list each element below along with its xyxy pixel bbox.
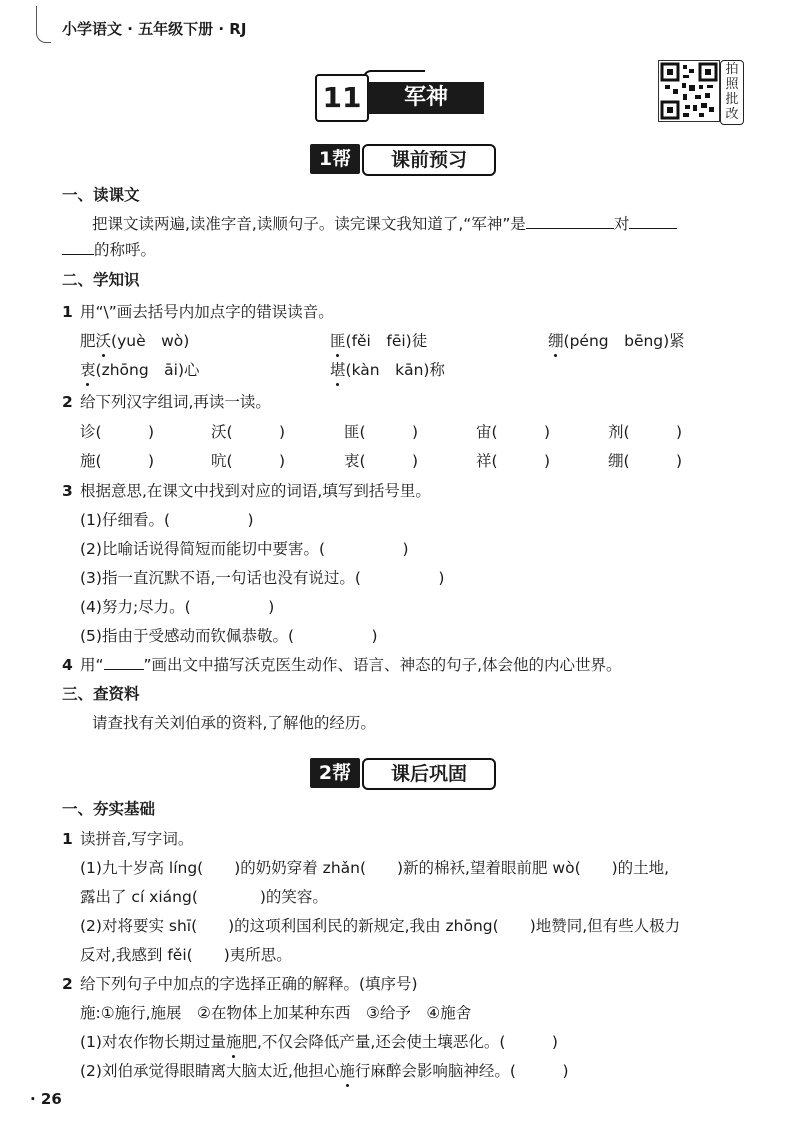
q3-item: (1)仔细看。( ): [80, 511, 254, 529]
s2-q1-number: 1: [62, 830, 73, 848]
q2-cell: 沃( ): [211, 423, 286, 441]
q4-number: 4: [62, 656, 73, 674]
lesson-title: 军神: [368, 82, 484, 114]
q2-cell: 衷( ): [344, 452, 419, 470]
q2-cell: 诊( ): [80, 423, 155, 441]
q3-item: (3)指一直沉默不语,一句话也没有说过。( ): [80, 569, 445, 587]
q3-item: (2)比喻话说得简短而能切中要害。( ): [80, 540, 409, 558]
q2-cell: 祥( ): [476, 452, 551, 470]
q1-text: 用“\”画去括号内加点字的错误读音。: [80, 303, 334, 321]
q2-number: 2: [62, 393, 73, 411]
book-header: 小学语文 · 五年级下册 · RJ: [62, 20, 247, 38]
section1-number: 1帮: [310, 144, 360, 174]
lesson-number: 11: [315, 74, 369, 122]
corner-mark: [36, 6, 51, 43]
s2-q2-options: 施:①施行,施展 ②在物体上加某种东西 ③给予 ④施舍: [80, 1004, 472, 1022]
q2-cell: 匪( ): [344, 423, 419, 441]
q2-cell: 宙( ): [476, 423, 551, 441]
q3-number: 3: [62, 482, 73, 500]
q1-item-a: 肥沃(yuè wò): [80, 332, 190, 350]
q2-cell: 绷( ): [608, 452, 683, 470]
part3-heading: 三、查资料: [62, 685, 140, 703]
q1-item-e: 堪(kàn kān)称: [330, 361, 445, 379]
s2-q2-sentence1: (1)对农作物长期过量施肥,不仅会降低产量,还会使土壤恶化。( ): [80, 1033, 558, 1051]
section2-title: 课后巩固: [362, 758, 496, 790]
qr-code-icon[interactable]: [658, 60, 720, 122]
s2-q1-line3: (2)对将要实 shī( )的这项利国利民的新规定,我由 zhōng( )地赞同,但有些人极力: [80, 917, 681, 935]
part2-heading: 二、学知识: [62, 271, 140, 289]
s2-q2-sentence2: (2)刘伯承觉得眼睛离大脑太近,他担心施行麻醉会影响脑神经。( ): [80, 1062, 569, 1080]
s2-q2-text: 给下列句子中加点的字选择正确的解释。(填序号): [80, 975, 418, 993]
q1-item-d: 衷(zhōng āi)心: [80, 361, 200, 379]
q3-item: (4)努力;尽力。( ): [80, 598, 275, 616]
part1-line2: 的称呼。: [62, 240, 156, 260]
s2-q1-line4: 反对,我感到 fěi( )夷所思。: [80, 946, 292, 964]
q2-cell: 施( ): [80, 452, 155, 470]
q1-number: 1: [62, 303, 73, 321]
s2-q2-number: 2: [62, 975, 73, 993]
section2-part1-heading: 一、夯实基础: [62, 800, 156, 818]
q3-text: 根据意思,在课文中找到对应的词语,填写到括号里。: [80, 482, 431, 500]
q1-item-c: 绷(péng bēng)紧: [548, 332, 685, 350]
section1-title: 课前预习: [362, 144, 496, 176]
q1-item-b: 匪(fěi fēi)徒: [330, 332, 428, 350]
photo-grading-label: 拍 照 批 改: [720, 60, 744, 125]
section2-number: 2帮: [310, 758, 360, 788]
q2-text: 给下列汉字组词,再读一读。: [80, 393, 271, 411]
page-number: · 26: [30, 1090, 62, 1108]
q4-text: 用“ ”画出文中描写沃克医生动作、语言、神态的句子,体会他的内心世界。: [80, 656, 622, 674]
part3-text: 请查找有关刘伯承的资料,了解他的经历。: [92, 714, 376, 732]
s2-q1-line1: (1)九十岁高 líng( )的奶奶穿着 zhǎn( )新的棉袄,望着眼前肥 wò( )的土地,: [80, 859, 670, 877]
part1-heading: 一、读课文: [62, 186, 140, 204]
part1-line1: 把课文读两遍,读准字音,读顺句子。读完课文我知道了,“军神”是 对: [92, 214, 677, 234]
q2-cell: 剂( ): [608, 423, 683, 441]
q2-cell: 吭( ): [211, 452, 286, 470]
s2-q1-text: 读拼音,写字词。: [80, 830, 194, 848]
s2-q1-line2: 露出了 cí xiáng( )的笑容。: [80, 888, 328, 906]
q3-item: (5)指由于受感动而钦佩恭敬。( ): [80, 627, 378, 645]
